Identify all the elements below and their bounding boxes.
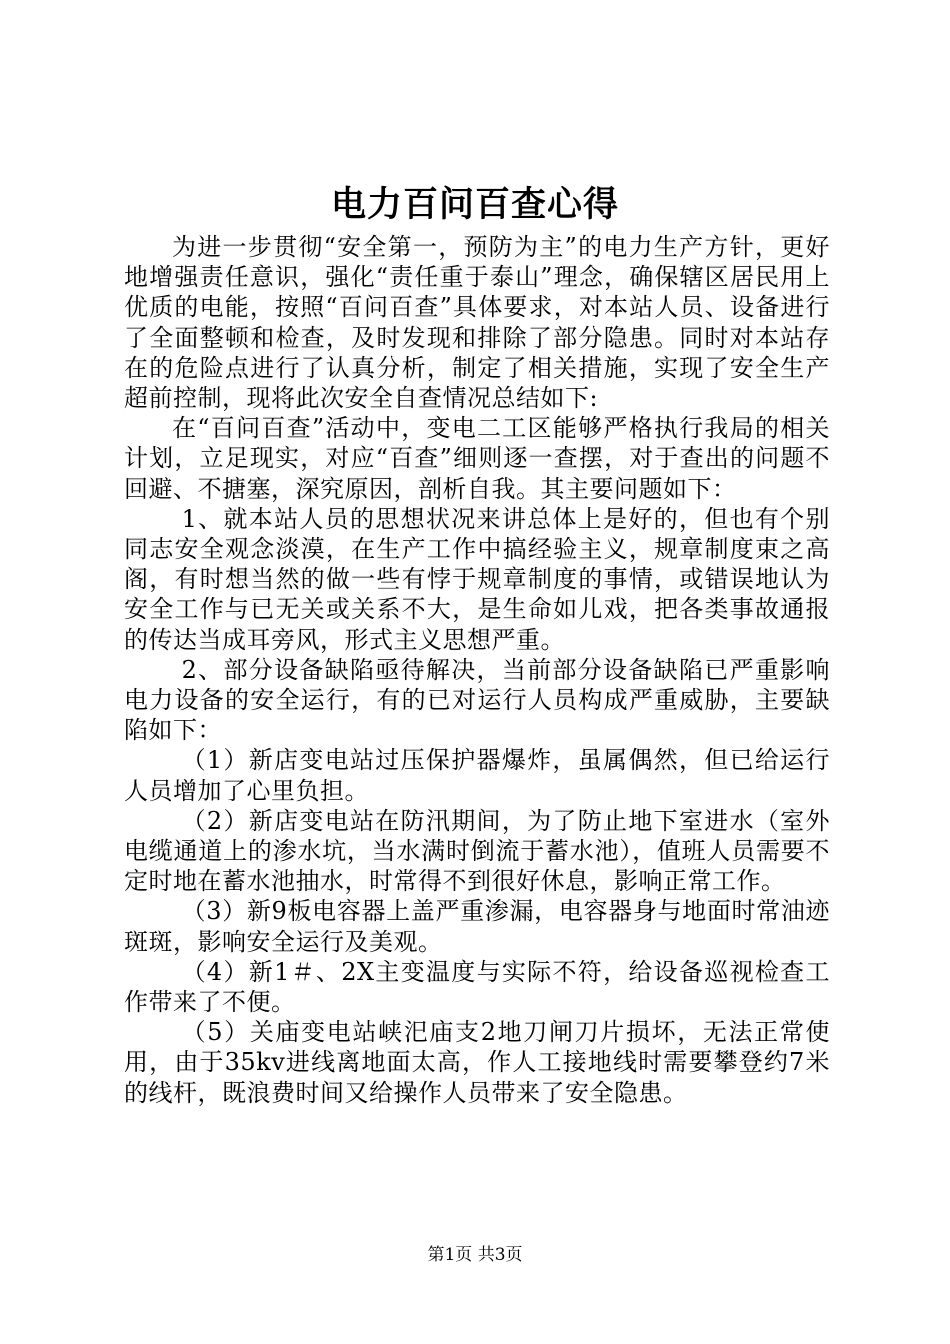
paragraph-issue-2: 2、部分设备缺陷亟待解决，当前部分设备缺陷已严重影响电力设备的安全运行，有的已对运行人员构成严重威胁，主要缺陷如下： (124, 655, 830, 745)
paragraph-defect-3: （3）新9板电容器上盖严重渗漏，电容器身与地面时常油迹斑斑，影响安全运行及美观。 (124, 897, 830, 956)
paragraph-defect-5: （5）关庙变电站峡汜庙支2地刀闸刀片损坏，无法正常使用，由于35kv进线离地面太高，作人工接地线时需要攀登约7米的线杆，既浪费时间又给操作人员带来了安全隐患。 (124, 1018, 830, 1107)
paragraph-intro: 为进一步贯彻“安全第一，预防为主”的电力生产方针，更好地增强责任意识，强化“责任重于泰山”理念，确保辖区居民用上优质的电能，按照“百问百查”具体要求，对本站人员、设备进行了全面整顿和检查，及时发现和排除了部分隐患。同时对本站存在的危险点进行了认真分析，制定了相关措施，实现了安全生产超前控制，现将此次安全自查情况总结如下: (124, 233, 830, 413)
page-footer: 第1页 共3页 (427, 1245, 523, 1265)
paragraph-activity: 在“百问百查”活动中，变电二工区能够严格执行我局的相关计划，立足现实，对应“百查”细则逐一查摆，对于查出的问题不回避、不搪塞，深究原因，剖析自我。其主要问题如下： (124, 414, 830, 503)
paragraph-defect-1: （1）新店变电站过压保护器爆炸，虽属偶然，但已给运行人员增加了心里负担。 (124, 746, 830, 805)
paragraph-issue-1: 1、就本站人员的思想状况来讲总体上是好的，但也有个别同志安全观念淡漠，在生产工作中搞经验主义，规章制度束之高阁，有时想当然的做一些有悖于规章制度的事情，或错误地认为安全工作与已无关或关系不大，是生命如儿戏，把各类事故通报的传达当成耳旁风，形式主义思想严重。 (124, 504, 830, 654)
paragraph-defect-4: （4）新1＃、2X主变温度与实际不符，给设备巡视检查工作带来了不便。 (124, 957, 830, 1017)
document-body (124, 232, 830, 1108)
paragraph-defect-2: （2）新店变电站在防汛期间，为了防止地下室进水（室外电缆通道上的渗水坑，当水满时倒流于蓄水池），值班人员需要不定时地在蓄水池抽水，时常得不到很好休息，影响正常工作。 (124, 806, 830, 896)
document-title: 电力百问百查心得 (330, 184, 619, 225)
